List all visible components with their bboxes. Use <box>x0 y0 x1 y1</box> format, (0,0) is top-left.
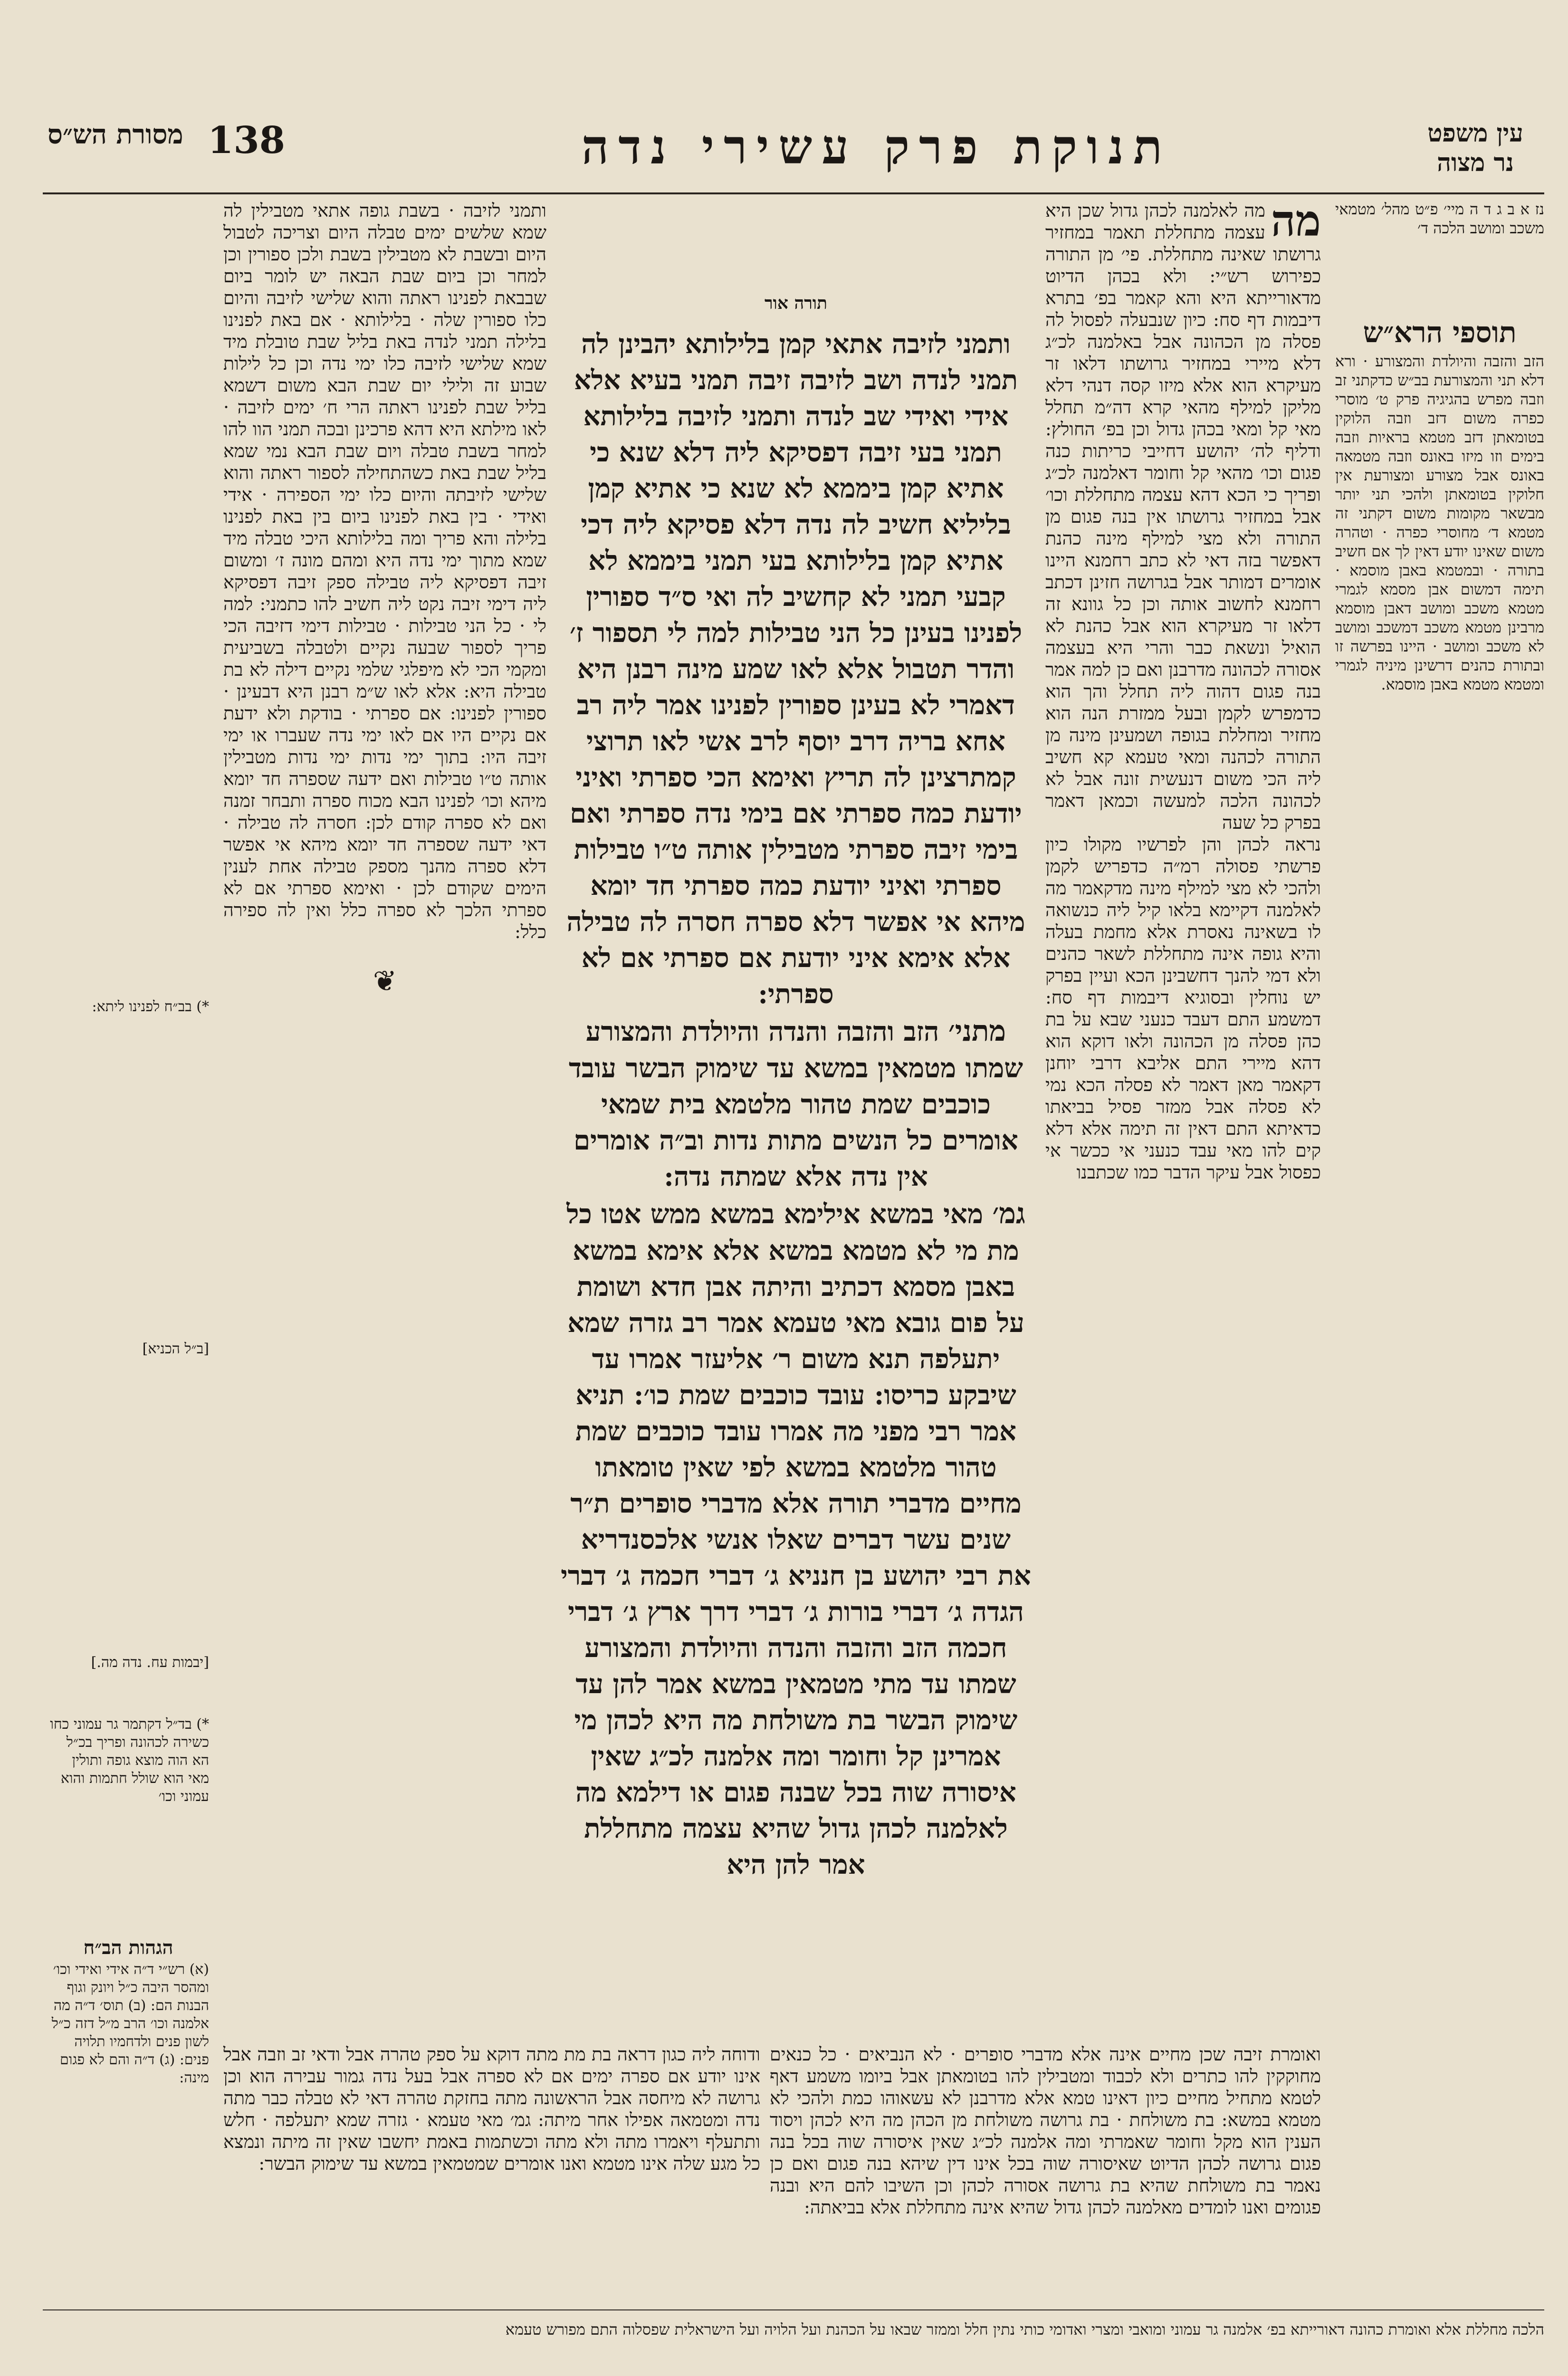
rashi-left-column <box>223 200 546 1872</box>
page-title: תנוקת פרק עשירי נדה <box>581 119 1172 175</box>
main-p2: ואי ס״ד ספורין לפנינו בעינן כל הני טבילות למה לי תספור ז׳ והדר תטבול אלא לאו שמע מינה רבנן היא דאמרי לא בעינן ספורין לפנינו אמר ליה רב אחא בריה דרב יוסף לרב אשי לאו תרוצי קמתרצינן לה תריץ ואימא הכי ספרתי ואיני יודעת כמה ספרתי אם בימי נדה ספרתי ואם בימי זיבה ספרתי מטבילין אותה ט״ו טבילות ספרתי ואיני יודעת כמה ספרתי חד יומא מיהא אי אפשר דלא ספרה חסרה לה טבילה אלא אימא איני יודעת אם ספרתי אם לא ספרתי: <box>566 581 1025 1010</box>
main-p1: ותמני לזיבה אתאי קמן בלילותא יהבינן לה תמני לנדה ושב לזיבה זיבה תמני בעיא אלא אידי ואידי שב לנדה ותמני לזיבה בלילותא תמני בעי זיבה דפסיקא ליה דלא שנא כי אתיא קמן ביממא לא שנא כי אתיא קמן בליליא חשיב לה נדה דלא פסיקא ליה דכי אתיא קמן בלילותא בעי תמני ביממא לא קבעי תמני לא קחשיב לה <box>574 328 1018 613</box>
gemara-label: גמ׳ <box>992 1197 1025 1230</box>
commentary-bottom-right: ואומרת זיבה שכן מחיים אינה אלא מדברי סופרים · לא הנביאים · כל כנאים מחוקקין להו כתרים ולא לכבוד ומטבילין להו בטומאתן אבל ביומו משמע דאף לטמא מתחיל מחיים כיון דאינו טמא אלא מדרבנן לא עשאוהו כמת ולהכי לא מטמא במשא: בת משולחת · בת גרושה משולחת מן הכהן מה היא לכהן ויסוד הענין הוא מקל וחומר שאמרתי ומה אלמנה לכ״ג שאין איסורה שוה בכל בנה פגום גרושה לכהן הדיוט שאיסורה שוה בכל אינו דין שיהא בנה פגום ואם כן נאמר בת משולחת שהיא בת גרושה אסורה לכהן וכן השיבו להם היא ובנה פגומים ואנו לומדים מאלמנה לכהן גדול שהיא אינה מתחללת אלא בביאתה: <box>770 2044 1321 2218</box>
hagahot-habach <box>48 1936 209 2138</box>
opening-word: מה <box>1271 196 1321 246</box>
commentary-right-text: מה לאלמנה לכהן גדול שכן היא עצמה מתחללת תאמר במחזיר גרושתו שאינה מתחללת. פי׳ מן התורה כפירוש רש״י: ולא בכהן הדיוט מדאורייתא היא והא קאמר בפ׳ בתרא דיבמות דף סח: כיון שנבעלה לפסול לה פסלה מן הכהונה אבל באלמנה לכ״ג דלא מיירי במחזיר גרושתו דלאו זר מעיקרא הוא אלא מיזו קסה דנהי דלא מליקן למילף מהאי קרא דה״מ תחלל מאי קל ומאי בכהן גדול וכן בפ׳ החולץ: ודליף לה׳ יהושע דחייבי כריתות כנה פגום וכו׳ מהאי קל וחומר דאלמנה לכ״ג ופריך כי הכא דהא עצמה מתחללת וכו׳ אבל במחזיר גרושתו אין בנה פגום מן התורה ולא מצי למילף מינה כהנת דאפשר בזה דאי לא כתב רחמנא היינו אומרים דמותר אבל בגרושה חזינן דכתב רחמנא לחשוב אותה וכן כל גוונא זה דלאו זר מעיקרא הוא אבל כהנת לא הואיל ונשאת כבר והרי היא בעצמה אסורה לכהונה מדרבנן ואם כן למה אמר בנה פגום דהוה ליה תחלל והך הוא כדמפרש לקמן ובעל ממזרת הנה הוא מחזיר ומחללת בגופה ושמעינן מינה מן התורה לכהנה ומאי טעמא קא חשיב ליה הכי משום דנעשית זונה אבל לא לכהונה הלכה למעשה וכמאן דאמר בפרק כל שעה <box>1045 200 1321 833</box>
ein-mishpat-heading <box>1397 119 1554 190</box>
tosafot-harash-label: תוספי הרא״ש <box>1363 316 1517 349</box>
tosafot-harash-text: הזב והזבה והיולדת והמצורע · ורא דלא תני והמצורעת בב״ש כדקתני זב וזבה מפרש בהגיגיה פרק ט׳ מוסרי כפרה משום דזב וזבה הלוקין בטומאתן דזב מטמא בראיות וזבה בימים וזו מיזו באונס וזבה מטמאה באונס אבל מצורע ומצורעת אין חלוקין בטומאתן ולהכי תני יותר מבשאר מקומות משום דקתני זה מטמא ד׳ מחוסרי כפרה · וטהרה משום שאינו יודע דאין לך אם חשיב בתורה · ובמטמא באבן מוסמא · תימה דמשום אבן מסמא לגמרי מטמא משכב ומושב דאבן מוסמא מרבינן מטמא משכב דמשכב ומושב לא משכב ומושב · היינו בפרשה זו ובתורת כהנים דרשינן מיניה לגמרי ומטמא מטמא באבן מוסמא. <box>1335 352 1544 693</box>
margin-note-2: [ב״ל הכניא] <box>142 1341 209 1357</box>
masoret-hashas-heading: מסורת הש״ס <box>48 119 183 150</box>
main-text-column <box>561 285 1031 1880</box>
hagahot-habach-label: הגהות הב״ח <box>83 1936 173 1959</box>
torah-or-label: תורה אור <box>764 293 828 313</box>
margin-note-3: [יבמות עח. נדה מה.] <box>91 1654 209 1671</box>
margin-note-1: *) בב״ח לפנינו ליתא: <box>92 998 209 1015</box>
mishna-text: הזב והזבה והנדה והיולדת והמצורע שמתו מטמאין במשא עד שימוק הבשר עובד כוכבים שמת טהור מלטמא בית שמאי אומרים כל הנשים מתות נדות וב״ה אומרים אין נדה אלא שמתה נדה: <box>569 1016 1023 1192</box>
commentary-right-column <box>1045 196 1321 2029</box>
ner-mitzvah-title: נר מצוה <box>1437 148 1514 177</box>
mishna-label: מתני׳ <box>948 1015 1006 1048</box>
footer-line-1: הלכה מחללת אלא ואומרת כהונה דאורייתא בפ׳ אלמנה גר עמוני ומואבי ומצרי ואדומי כותי נתין חלל וממזר שבאו על הכהנת ועל הלויה ועל הישראלית שפסלוה התם מפורש טעמא <box>505 2320 1544 2338</box>
tosafot-harash <box>1335 314 1544 2043</box>
commentary-right-continued: נראה לכהן והן לפרשיו מקולו כיון פרשתי פסולה רמ״ה כדפריש לקמן ולהכי לא מצי למילף מינה מדקאמר מה לאלמנה דקיימא בלאו קיל ליה כנשואה לו בשאינה נאסרת אלא מחמת בעלה והיא גופה אינה מתחללת לשאר כהנים ולא דמי להנך דחשבינן הכא ועיין בפרק יש נוחלין ובסוגיא דיבמות דף סח: דמשמע התם דעבד כנעני שבא על בת כהן פסלה מן הכהונה ולאו דוקא הוא דהא מיירי התם אליבא דרבי יוחנן דקאמר מאן דאמר לא פסלה הכא נמי לא פסלה אבל ממזר פסיל בביאתו כדאיתא התם דאין זה תימה אלא דלא קים להו מאי עבד כנעני אי ככשר אי כפסול אבל עיקר הדבר כמו שכתבנו <box>1045 834 1321 1183</box>
hagahot-habach-text: (א) רש״י ד״ה אידי ואידי וכו׳ ומהסר היבה כ״ל ויונק וגוף הבנות הם: (ב) תוס׳ ד״ה מה אלמנה וכו׳ הרב מ״ל דזה כ״ל לשון פנים ולדחמיו תלויה פנים: (ג) ד״ה והם לא פגום מינה: <box>51 1961 209 2086</box>
margin-note-4: *) בד״ל דקתמר גר עמוני כחו כשירה לכהונה ופריך בכ״ל הא הוה מוצא גופה ותולין מאי הוא שולל חתמות והוא עמוני וכו׳ <box>50 1716 209 1805</box>
rashi-left-text: ותמני לזיבה · בשבת גופה אתאי מטבילין לה שמא שלשים ימים טבלה היום וצריכה לטבול היום ובשבת לא מטבילין בשבת ולכן ספורין וכן למחר וכן ביום שבת הבאה יש לומר ביום שבבאת לפנינו ראתה והוא שלישי לזיבה והיום כלו ספורין שלה · בלילותא · אם באת לפנינו בלילה תמני לנדה באת בליל שבת טובלת מיד שמא שלישי לזיבה כלו ימי נדה וכן כל לילות שבוע זה ולילי יום שבת הבא משום דשמא בליל שבת לפנינו ראתה הרי ח׳ ימים לזיבה · לאו מילתא היא דהא פרכינן ובכה תמני הוו להו למחר בשבת טבלה ויום שבת הבא נמי שמא בליל שבת באת כשהתחילה לספור ראתה והוא שלישי לזיבתה והיום כלו ימי הספירה · אידי ואידי · בין באת לפנינו ביום בין באת לפנינו בלילה והא פריך ומה בלילותא היכי טבלה מיד שמא מתוך ימי נדה היא ומהם מונה ז׳ ומשום זיבה דפסיקא ליה טבילה ספק זיבה דפסיקא ליה דימי זיבה נקט ליה חשיב להו כתמני: למה לי · כל הני טבילות · טבילות דימי דזיבה הכי פריך לספור שבעה נקיים ולטבלה בשביעית ומקמי הכי לא מיפלגי שלמי נקיים דילה לא בת טבילה היא: אלא לאו ש״מ רבנן היא דבעינן · ספורין לפנינו: אם ספרתי · בודקת ולא ידעת אם נקיים היו אם לאו ימי נדה שעברו או ימי זיבה היו: בתוך ימי נדות ימי נדות מטבילין אותה ט״ו טבילות ואם ידעה שספרה חד יומא מיהא וכו׳ לפנינו הבא מכוח ספרה ותבחר זמנה ואם לא ספרה קודם לכן: חסרה לה טבילה · דאי ידעה שספרה חד יומא מיהא אי אפשר דלא ספרה מהנך מספק טבילה אחת לענין הימים שקודם לכן · ואימא ספרתי אם לא ספרתי הלכך לא ספרה כלל ואין לה ספירה כלל: <box>223 200 546 942</box>
ein-mishpat-title: עין משפט <box>1427 119 1523 148</box>
footer-rule <box>43 2309 1544 2310</box>
page-number: 138 <box>208 119 285 162</box>
ein-mishpat-entry: נז א ב ג ד ה מיי׳ פ״ט מהל׳ מטמאי משכב ומושב הלכה ד׳ <box>1335 200 1544 237</box>
gemara-text: מאי במשא אילימא במשא ממש אטו כל מת מי לא מטמא במשא אלא אימא במשא באבן מסמא דכתיב והיתה אבן חדא ושומת על פום גובא מאי טעמא אמר רב גזרה שמא יתעלפה תנא משום ר׳ אליעזר אמרו עד שיבקע כריסו: עובד כוכבים שמת כו׳: תניא אמר רבי מפני מה אמרו עובד כוכבים שמת טהור מלטמא במשא לפי שאין טומאתו מחיים מדברי תורה אלא מדברי סופרים ת״ר שנים עשר דברים שאלו אנשי אלכסנדריא את רבי יהושע בן חנניא ג׳ דברי חכמה ג׳ דברי הגדה ג׳ דברי בורות ג׳ דברי דרך ארץ ג׳ דברי חכמה הזב והזבה והנדה והיולדת והמצורע שמתו עד מתי מטמאין במשא אמר להן עד שימוק הבשר בת משולחת מה היא לכהן מי אמרינן קל וחומר ומה אלמנה לכ״ג שאין איסורה שוה בכל שבנה פגום או דילמא מה לאלמנה לכהן גדול שהיא עצמה מתחללת אמר להן היא <box>561 1198 1031 1880</box>
header-rule <box>43 192 1544 194</box>
section-ornament: ❦ <box>373 965 397 998</box>
commentary-bottom-left: ודוחה ליה כגון דראה בת מת מתה דוקא על ספק טהרה אבל ודאי זב וזבה אבל אינו יודע אם ספרה ימים אם לא ספרה אבל בעל נדה גמור עבירה הוא וכן גרושה לא מיחסה אבל הראשונה מתה בחזקת טהרה דאי לא טבלה כבר מתה נדה ומטמאה אפילו אחר מיתה: גמ׳ מאי טעמא · גזרה שמא יתעלפה · חלש ותתעלף ויאמרו מתה ולא מתה וכשתמות באמת יחשבו שאין זה מיתה ונמצא כל מגע שלה אינו מטמא ואנו אומרים שמטמאין במשא עד שימוק הבשר: <box>223 2044 760 2174</box>
